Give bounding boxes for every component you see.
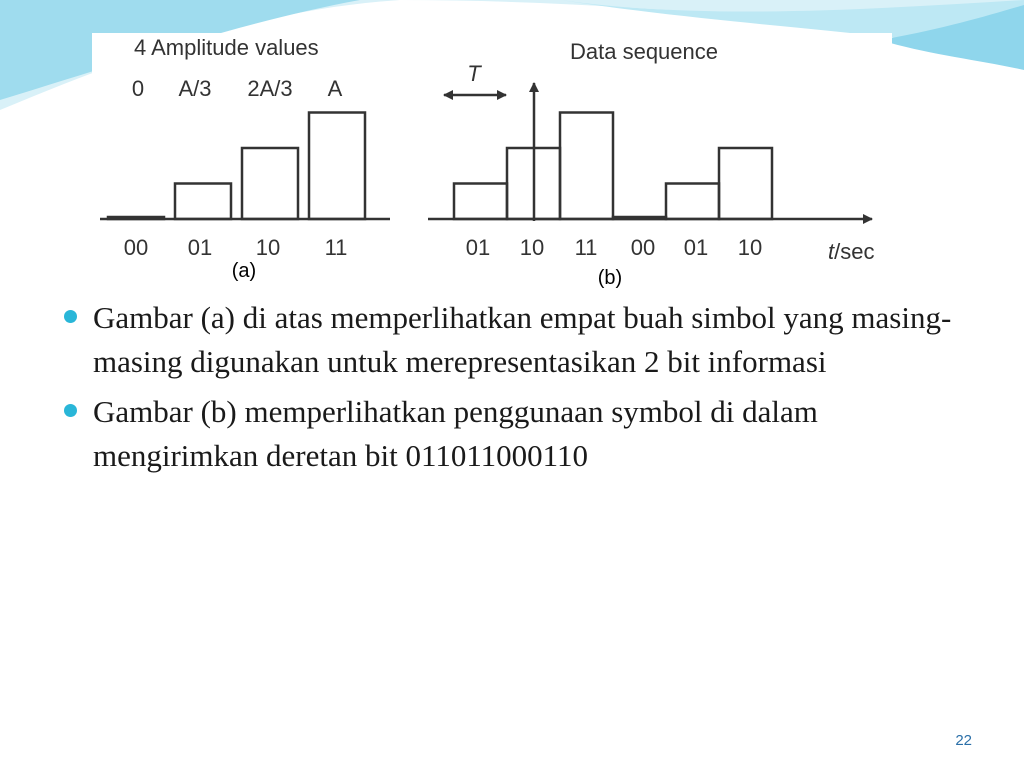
bullet-item <box>62 390 982 478</box>
panel-b-symbol-4: 00 <box>630 235 656 260</box>
bullet-dot-icon <box>64 404 77 417</box>
period-label: T <box>467 61 481 86</box>
panel-b-symbol-3: 11 <box>574 235 598 260</box>
panel-b <box>428 39 874 289</box>
panel-b-symbol-6: 10 <box>737 235 763 260</box>
amplitude-label-0: 0 <box>131 76 145 101</box>
bullet-dot-icon <box>64 310 77 323</box>
panel-a-bar-11 <box>309 113 365 220</box>
panel-b-bar-6 <box>719 148 772 219</box>
panel-b-symbol-2: 10 <box>519 235 545 260</box>
panel-b-bar-5 <box>666 184 719 220</box>
time-axis-label-t: t <box>828 239 835 264</box>
time-axis-label-unit: /sec <box>834 239 875 264</box>
amplitude-label-3: A <box>327 76 343 101</box>
panel-a-bar-10 <box>242 148 298 219</box>
panel-b-symbol-5: 01 <box>683 235 709 260</box>
panel-a-symbol-11: 11 <box>324 235 348 260</box>
panel-b-caption: (b) <box>597 267 623 289</box>
panel-b-bar-1 <box>454 184 507 220</box>
panel-a-symbol-01: 01 <box>187 235 213 260</box>
panel-a-symbol-10: 10 <box>255 235 281 260</box>
bullet-list <box>62 296 982 484</box>
panel-b-bar-3 <box>560 113 613 220</box>
panel-b-bar-4 <box>613 217 666 219</box>
bullet-item <box>62 296 982 384</box>
panel-a <box>100 35 390 282</box>
amplitude-diagram <box>92 33 892 290</box>
bullet-text: Gambar (b) memperlihatkan penggunaan symbol di dalam mengirimkan deretan bit 011011000110 <box>93 394 818 473</box>
panel-a-bar-00 <box>108 217 164 219</box>
panel-b-title: Data sequence <box>570 39 718 64</box>
panel-a-caption: (a) <box>231 260 257 282</box>
slide-number: 22 <box>955 732 972 749</box>
amplitude-figure <box>92 33 892 290</box>
amplitude-label-1: A/3 <box>178 76 212 101</box>
panel-a-title: 4 Amplitude values <box>134 35 319 60</box>
amplitude-label-2: 2A/3 <box>247 76 293 101</box>
time-axis-label <box>828 239 874 264</box>
panel-b-symbol-1: 01 <box>465 235 491 260</box>
bullet-text: Gambar (a) di atas memperlihatkan empat buah simbol yang masing-masing digunakan untuk merepresentasikan 2 bit informasi <box>93 300 952 379</box>
panel-a-symbol-00: 00 <box>123 235 149 260</box>
panel-a-bar-01 <box>175 184 231 220</box>
